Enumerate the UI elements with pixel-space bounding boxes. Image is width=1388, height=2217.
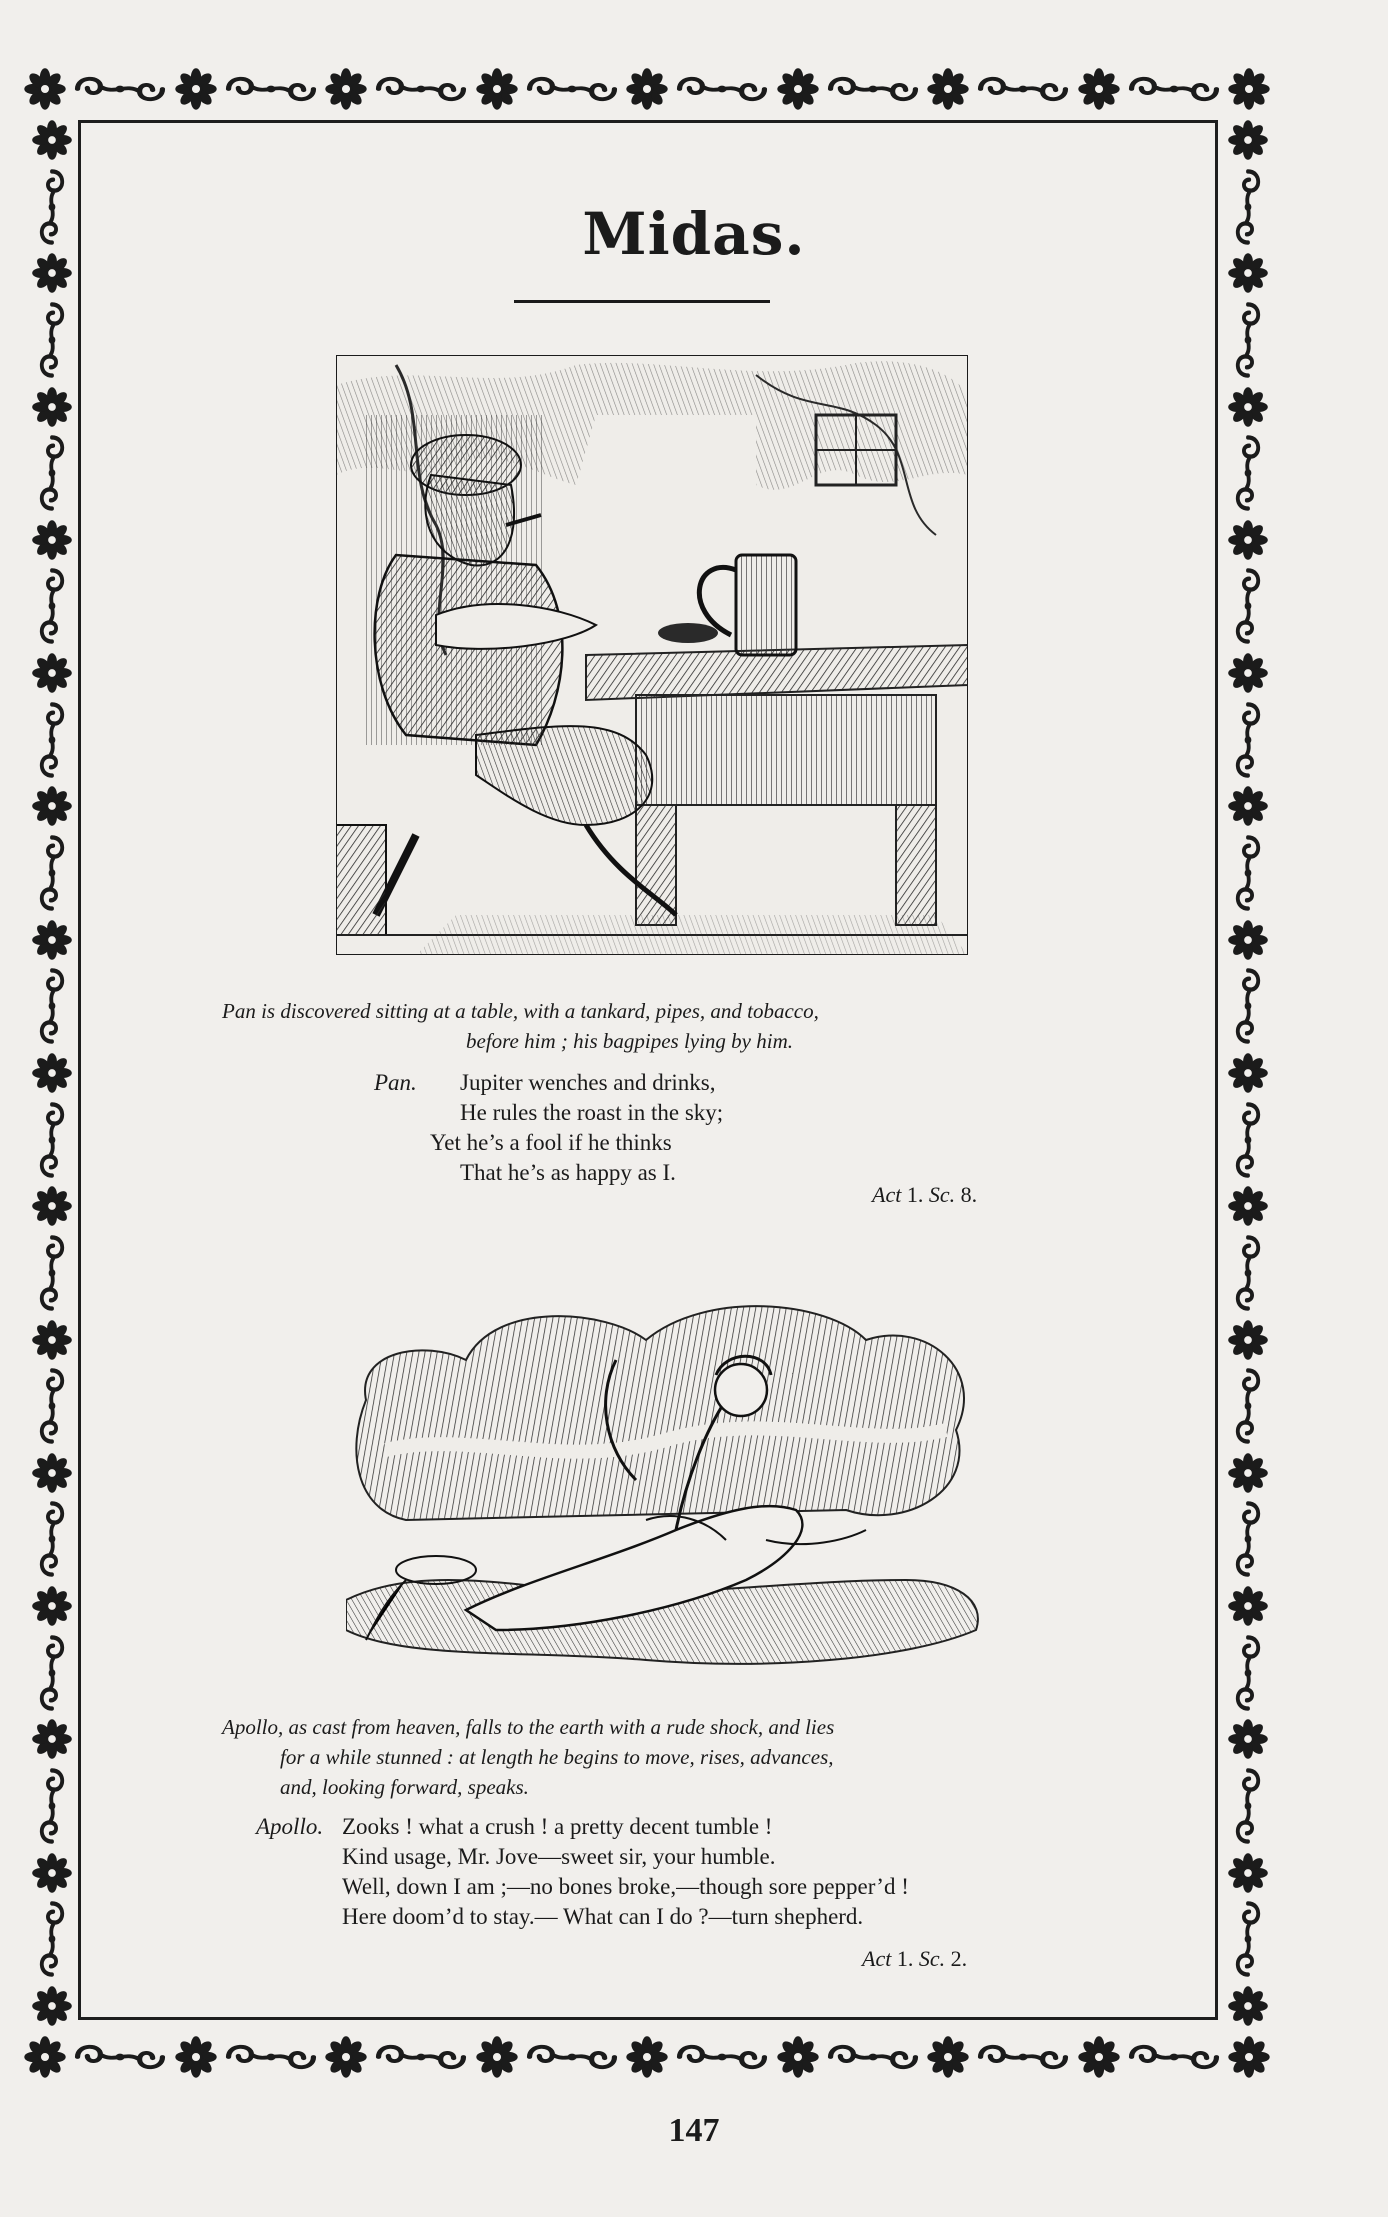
act-label: Act — [862, 1946, 892, 1971]
rosette-ornament — [30, 118, 74, 162]
rosette-ornament — [22, 66, 68, 112]
ornamental-border-right — [1222, 118, 1274, 2028]
rosette-ornament — [1226, 1984, 1270, 2028]
title-rule — [514, 300, 770, 303]
rosette-ornament — [30, 1184, 74, 1228]
vertical-scroll-ornament — [34, 1632, 70, 1714]
page-number: 147 — [668, 2112, 720, 2149]
rosette-ornament — [1226, 118, 1270, 162]
act-label: Act — [872, 1182, 902, 1207]
scene-label: Sc. — [928, 1182, 956, 1207]
rosette-ornament — [925, 2034, 971, 2080]
rosette-ornament — [1226, 2034, 1272, 2080]
caption-line: for a while stunned : at length he begins to move, rises, advances, — [280, 1745, 834, 1769]
rosette-ornament — [474, 2034, 520, 2080]
scene-number: 8. — [960, 1182, 978, 1207]
rosette-ornament — [30, 518, 74, 562]
rosette-ornament — [1226, 784, 1270, 828]
rosette-ornament — [323, 66, 369, 112]
vertical-scroll-ornament — [1230, 299, 1266, 381]
vertical-scroll-ornament — [34, 1365, 70, 1447]
rosette-ornament — [30, 1984, 74, 2028]
caption-line: and, looking forward, speaks. — [280, 1775, 529, 1799]
rosette-ornament — [1226, 385, 1270, 429]
scroll-ornament — [34, 1898, 70, 1980]
caption-line: Pan is discovered sitting at a table, with a tankard, pipes, and tobacco, — [222, 999, 819, 1023]
vertical-scroll-ornament — [1230, 1232, 1266, 1314]
scroll-ornament — [1230, 1765, 1266, 1847]
vertical-scroll-ornament — [1230, 1498, 1266, 1580]
vertical-scroll-ornament — [34, 699, 70, 781]
scroll-ornament — [974, 2039, 1072, 2075]
speaker-name: Pan. — [374, 1070, 417, 1095]
rosette-ornament — [30, 385, 74, 429]
vertical-scroll-ornament — [34, 1898, 70, 1980]
vertical-scroll-ornament — [34, 965, 70, 1047]
caption-line: Apollo, as cast from heaven, falls to the earth with a rude shock, and lies — [222, 1715, 835, 1739]
rosette-ornament — [775, 66, 821, 112]
vertical-scroll-ornament — [34, 1765, 70, 1847]
vertical-scroll-ornament — [1230, 1632, 1266, 1714]
rosette-ornament — [1226, 518, 1270, 562]
pan-caption — [222, 996, 1102, 1056]
rosette-ornament — [30, 1051, 74, 1095]
vertical-scroll-ornament — [1230, 832, 1266, 914]
caption-line: before him ; his bagpipes lying by him. — [466, 1029, 794, 1053]
vertical-scroll-ornament — [1230, 432, 1266, 514]
scroll-ornament — [34, 1765, 70, 1847]
rosette-ornament — [30, 1451, 74, 1495]
rosette-ornament — [30, 1851, 74, 1895]
verse-line: He rules the roast in the sky; — [460, 1100, 724, 1125]
vertical-scroll-ornament — [34, 565, 70, 647]
vertical-scroll-ornament — [1230, 1365, 1266, 1447]
rosette-ornament — [173, 2034, 219, 2080]
scene-label: Sc. — [918, 1946, 946, 1971]
scroll-ornament — [34, 299, 70, 381]
pan-illustration — [336, 355, 968, 955]
scroll-ornament — [523, 71, 621, 107]
scroll-ornament — [34, 1632, 70, 1714]
rosette-ornament — [1226, 651, 1270, 695]
rosette-ornament — [30, 1318, 74, 1362]
speaker-name: Apollo. — [256, 1814, 324, 1839]
verse-line: Kind usage, Mr. Jove—sweet sir, your humble. — [342, 1844, 776, 1869]
rosette-ornament — [30, 784, 74, 828]
act-number: 1. — [906, 1182, 924, 1207]
vertical-scroll-ornament — [34, 299, 70, 381]
rosette-ornament — [1226, 1851, 1270, 1895]
rosette-ornament — [624, 66, 670, 112]
vertical-scroll-ornament — [1230, 699, 1266, 781]
scene-reference — [872, 1182, 977, 1208]
scroll-ornament — [673, 71, 771, 107]
scroll-ornament — [372, 71, 470, 107]
rosette-ornament — [1226, 1451, 1270, 1495]
ornamental-border-top — [22, 60, 1272, 118]
rosette-ornament — [1076, 2034, 1122, 2080]
scroll-ornament — [34, 965, 70, 1047]
rosette-ornament — [22, 2034, 68, 2080]
rosette-ornament — [173, 66, 219, 112]
vertical-scroll-ornament — [34, 432, 70, 514]
scroll-ornament — [34, 565, 70, 647]
scroll-ornament — [1230, 965, 1266, 1047]
rosette-ornament — [474, 66, 520, 112]
scroll-ornament — [1230, 432, 1266, 514]
vertical-scroll-ornament — [34, 1099, 70, 1181]
scroll-ornament — [974, 71, 1072, 107]
scroll-ornament — [1230, 832, 1266, 914]
scroll-ornament — [34, 432, 70, 514]
rosette-ornament — [925, 66, 971, 112]
scroll-ornament — [1230, 1498, 1266, 1580]
rosette-ornament — [1226, 1717, 1270, 1761]
scroll-ornament — [1230, 1898, 1266, 1980]
scene-reference — [862, 1946, 967, 1972]
apollo-illustration — [346, 1280, 986, 1680]
scene-number: 2. — [950, 1946, 968, 1971]
scroll-ornament — [1230, 699, 1266, 781]
verse-line — [256, 1812, 909, 1842]
scroll-ornament — [222, 71, 320, 107]
pan-verse — [374, 1068, 723, 1188]
rosette-ornament — [1226, 1584, 1270, 1628]
apollo-caption — [222, 1712, 1102, 1802]
scroll-ornament — [523, 2039, 621, 2075]
scroll-ornament — [824, 2039, 922, 2075]
rosette-ornament — [1226, 1051, 1270, 1095]
apollo-verse — [256, 1812, 909, 1932]
rosette-ornament — [1076, 66, 1122, 112]
scroll-ornament — [71, 2039, 169, 2075]
verse-line — [374, 1068, 723, 1098]
scroll-ornament — [673, 2039, 771, 2075]
rosette-ornament — [30, 651, 74, 695]
scroll-ornament — [1125, 2039, 1223, 2075]
rosette-ornament — [775, 2034, 821, 2080]
rosette-ornament — [1226, 1318, 1270, 1362]
rosette-ornament — [30, 1584, 74, 1628]
page-title: Midas. — [582, 200, 806, 268]
verse-text: Zooks ! what a crush ! a pretty decent tumble ! — [342, 1814, 773, 1839]
verse-line: Yet he’s a fool if he thinks — [430, 1130, 672, 1155]
scroll-ornament — [222, 2039, 320, 2075]
scroll-ornament — [372, 2039, 470, 2075]
vertical-scroll-ornament — [34, 1232, 70, 1314]
scroll-ornament — [34, 832, 70, 914]
scroll-ornament — [1125, 71, 1223, 107]
scroll-ornament — [34, 1099, 70, 1181]
scroll-ornament — [34, 699, 70, 781]
scroll-ornament — [34, 1498, 70, 1580]
vertical-scroll-ornament — [1230, 1765, 1266, 1847]
rosette-ornament — [1226, 1184, 1270, 1228]
scroll-ornament — [34, 1365, 70, 1447]
ornamental-border-left — [26, 118, 78, 2028]
vertical-scroll-ornament — [1230, 965, 1266, 1047]
act-number: 1. — [896, 1946, 914, 1971]
verse-text: Jupiter wenches and drinks, — [460, 1070, 716, 1095]
vertical-scroll-ornament — [1230, 1898, 1266, 1980]
scroll-ornament — [1230, 1365, 1266, 1447]
scroll-ornament — [1230, 299, 1266, 381]
vertical-scroll-ornament — [1230, 1099, 1266, 1181]
rosette-ornament — [30, 1717, 74, 1761]
rosette-ornament — [323, 2034, 369, 2080]
scroll-ornament — [1230, 565, 1266, 647]
rosette-ornament — [624, 2034, 670, 2080]
vertical-scroll-ornament — [34, 1498, 70, 1580]
scroll-ornament — [1230, 1232, 1266, 1314]
scroll-ornament — [34, 1232, 70, 1314]
verse-line: Well, down I am ;—no bones broke,—though sore pepper’d ! — [342, 1874, 909, 1899]
rosette-ornament — [30, 918, 74, 962]
ornamental-border-bottom — [22, 2028, 1272, 2086]
scroll-ornament — [824, 71, 922, 107]
scroll-ornament — [71, 71, 169, 107]
vertical-scroll-ornament — [1230, 565, 1266, 647]
vertical-scroll-ornament — [34, 832, 70, 914]
verse-line: Here doom’d to stay.— What can I do ?—turn shepherd. — [342, 1904, 864, 1929]
scroll-ornament — [1230, 1632, 1266, 1714]
rosette-ornament — [1226, 918, 1270, 962]
verse-line: That he’s as happy as I. — [460, 1160, 676, 1185]
rosette-ornament — [1226, 66, 1272, 112]
scroll-ornament — [1230, 1099, 1266, 1181]
